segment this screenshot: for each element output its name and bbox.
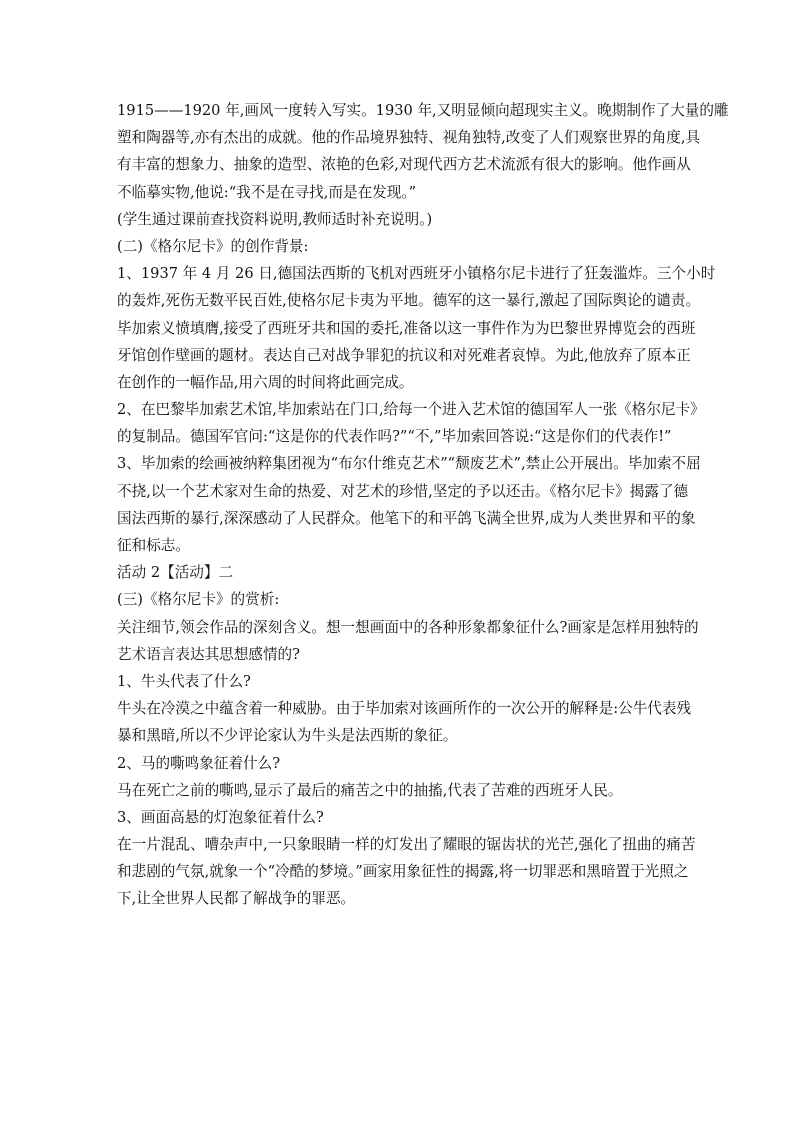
- text-line: 2、在巴黎毕加索艺术馆,毕加索站在门口,给每一个进入艺术馆的德国军人一张《格尔尼卡》: [117, 401, 705, 419]
- section-heading: (二)《格尔尼卡》的创作背景:: [117, 237, 309, 255]
- text-line: 暴和黑暗,所以不少评论家认为牛头是法西斯的象征。: [117, 727, 458, 745]
- text-line: 牙馆创作壁画的题材。表达自己对战争罪犯的抗议和对死难者哀悼。为此,他放弃了原本正: [117, 346, 691, 364]
- text-line: 征和标志。: [117, 537, 190, 554]
- text-line: 3、毕加索的绘画被纳粹集团视为“布尔什维克艺术”“颓废艺术”,禁止公开展出。毕加索不屈: [117, 455, 701, 473]
- document-body: [117, 97, 729, 913]
- question-line: 3、画面高悬的灯泡象征着什么?: [117, 808, 324, 826]
- text-line: 塑和陶器等,亦有杰出的成就。他的作品境界独特、视角独特,改变了人们观察世界的角度,具: [117, 129, 701, 147]
- text-line: 有丰富的想象力、抽象的造型、浓艳的色彩,对现代西方艺术流派有很大的影响。他作画从: [117, 156, 691, 174]
- text-line: 牛头在冷漠之中蕴含着一种威胁。由于毕加索对该画所作的一次公开的解释是:公牛代表残: [117, 700, 692, 718]
- text-line: 的轰炸,死伤无数平民百姓,使格尔尼卡夷为平地。德军的这一暴行,激起了国际舆论的谴责。: [117, 292, 701, 310]
- text-line: 在一片混乱、嘈杂声中,一只象眼睛一样的灯发出了耀眼的锯齿状的光芒,强化了扭曲的痛苦: [117, 836, 696, 854]
- text-line: 马在死亡之前的嘶鸣,显示了最后的痛苦之中的抽搐,代表了苦难的西班牙人民。: [117, 781, 623, 799]
- text-line: 下,让全世界人民都了解战争的罪恶。: [117, 890, 356, 908]
- text-line: 在创作的一幅作品,用六周的时间将此画完成。: [117, 373, 414, 391]
- text-line: 的复制品。德国军官问:“这是你的代表作吗?”“不,”毕加索回答说:“这是你们的代表作!”: [117, 428, 672, 446]
- text-line: 国法西斯的暴行,深深感动了人民群众。他笔下的和平鸽飞满全世界,成为人类世界和平的象: [117, 509, 696, 527]
- text-line: (学生通过课前查找资料说明,教师适时补充说明。): [117, 210, 433, 228]
- section-heading: (三)《格尔尼卡》的赏析:: [117, 591, 280, 609]
- text-line: 艺术语言表达其思想感情的?: [117, 645, 300, 663]
- text-line: 1915——1920 年,画风一度转入写实。1930 年,又明显倾向超现实主义。晚期制作了大量的雕: [117, 102, 729, 119]
- question-line: 1、牛头代表了什么?: [117, 672, 251, 690]
- text-line: 毕加索义愤填膺,接受了西班牙共和国的委托,准备以这一事件作为为巴黎世界博览会的西班: [117, 319, 696, 337]
- activity-heading: 活动 2【活动】二: [117, 564, 234, 582]
- text-line: 1、1937 年 4 月 26 日,德国法西斯的飞机对西班牙小镇格尔尼卡进行了狂轰滥炸。三个小时: [117, 265, 716, 283]
- text-line: 关注细节,领会作品的深刻含义。想一想画面中的各种形象都象征什么?画家是怎样用独特的: [117, 618, 699, 636]
- text-line: 不挠,以一个艺术家对生命的热爱、对艺术的珍惜,坚定的予以还击。《格尔尼卡》揭露了德: [117, 482, 689, 500]
- text-line: 不临摹实物,他说:“我不是在寻找,而是在发现。”: [117, 183, 417, 201]
- question-line: 2、马的嘶鸣象征着什么?: [117, 754, 281, 772]
- text-line: 和悲剧的气氛,就象一个“冷酷的梦境。”画家用象征性的揭露,将一切罪恶和黑暗置于光照之: [117, 863, 689, 881]
